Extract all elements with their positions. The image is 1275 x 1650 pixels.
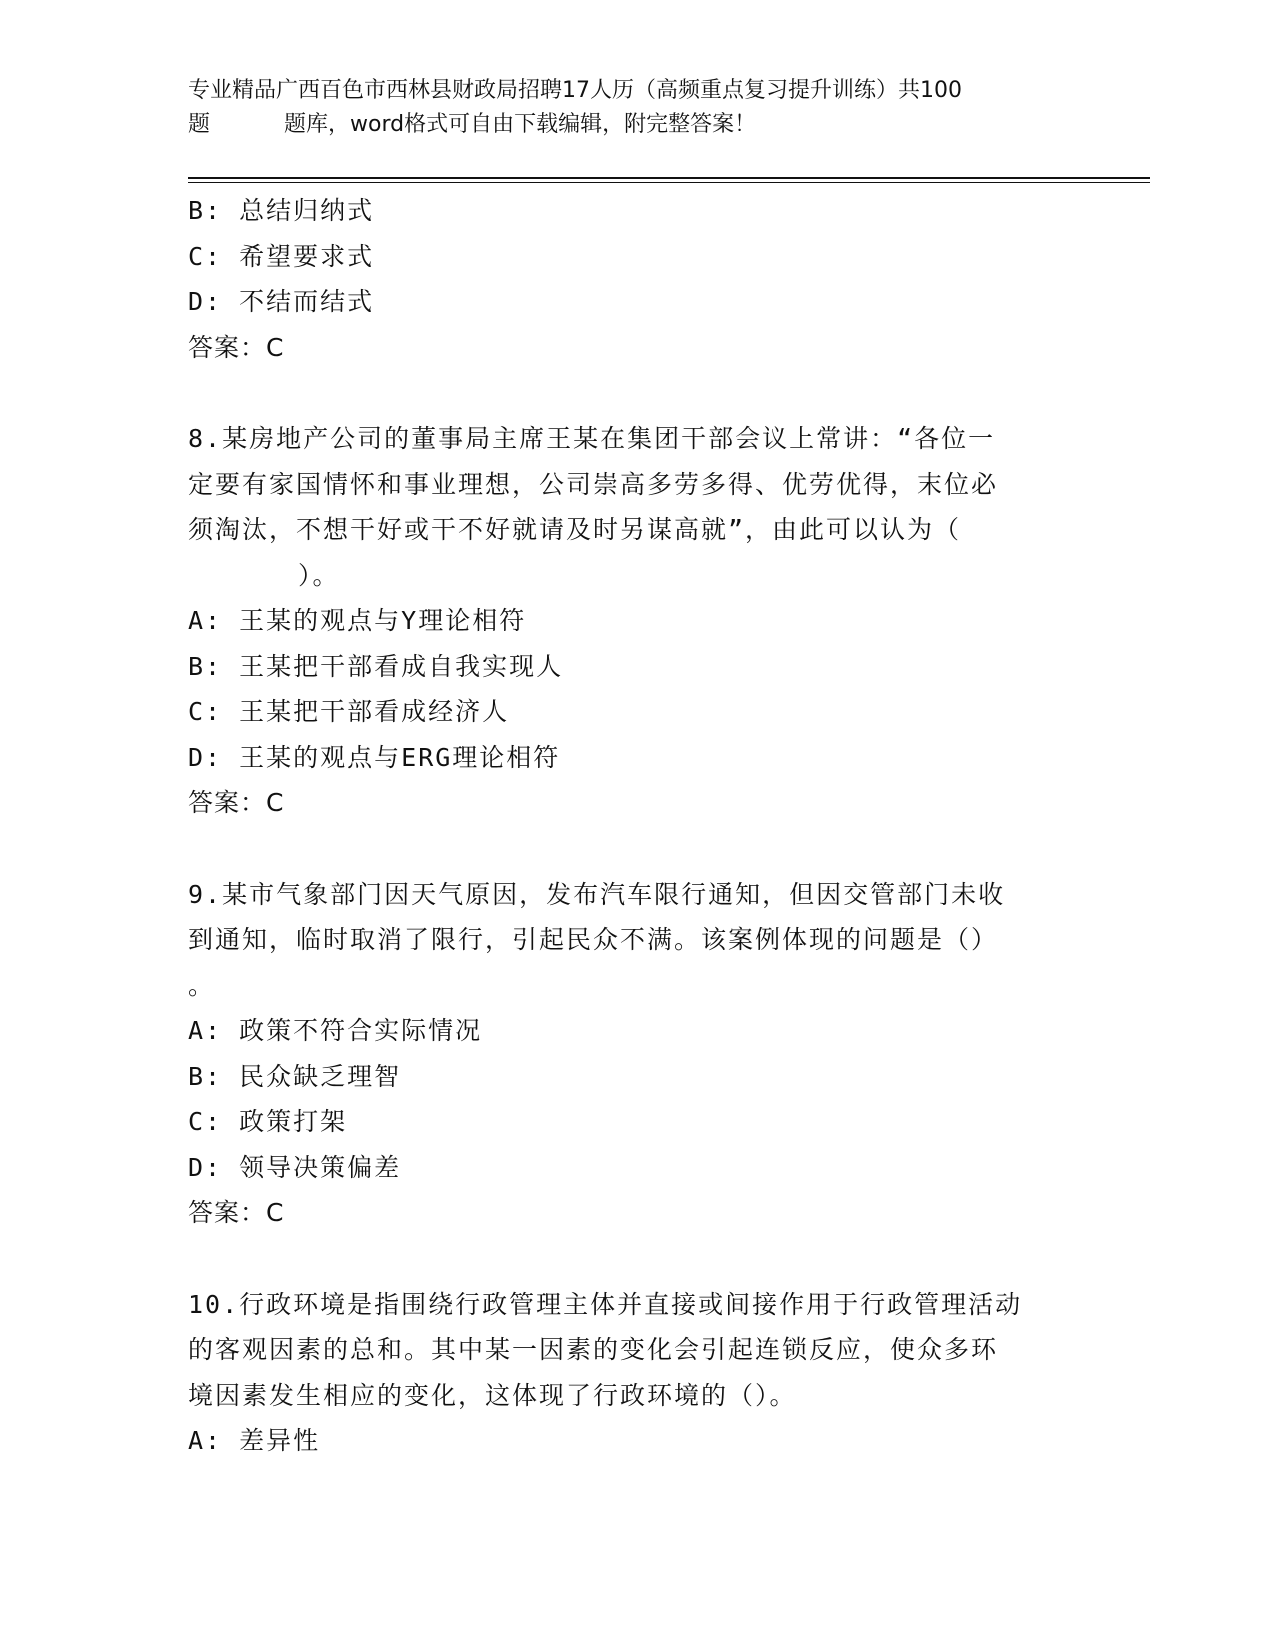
answer-line: 答案：C (188, 1198, 285, 1227)
option-c: C: 王某把干部看成经济人 (188, 697, 510, 726)
answer-line: 答案：C (188, 332, 285, 362)
question-block-9 (188, 872, 1088, 1236)
question-text-line: 10.行政环境是指围绕行政管理主体并直接或间接作用于行政管理活动 (188, 1289, 1023, 1319)
header-divider-thick (188, 177, 1150, 179)
question-text-line: 8.某房地产公司的董事局主席王某在集团干部会议上常讲：“各位一 (188, 424, 996, 453)
header-line-2-left: 题 (188, 112, 211, 137)
option-c: C: 希望要求式 (188, 241, 375, 271)
option-d: D: 不结而结式 (188, 287, 375, 316)
question-text-line: 9.某市气象部门因天气原因，发布汽车限行通知，但因交管部门未收 (188, 879, 1006, 909)
header-line-2-right: 题库，word格式可自由下载编辑，附完整答案！ (284, 112, 757, 137)
question-text-line: 到通知，临时取消了限行，引起民众不满。该案例体现的问题是（） (188, 925, 999, 954)
question-text-line: 定要有家国情怀和事业理想，公司崇高多劳多得、优劳优得，末位必 (188, 469, 999, 499)
block-spacer (188, 1236, 1088, 1282)
option-b: B: 民众缺乏理智 (188, 1061, 402, 1091)
block-spacer (188, 826, 1088, 872)
block-spacer (188, 370, 1088, 416)
option-d: D: 领导决策偏差 (188, 1152, 402, 1182)
question-block-10 (188, 1282, 1088, 1464)
page-header (188, 74, 1068, 142)
option-a: A: 王某的观点与Y理论相符 (188, 606, 527, 635)
option-a: A: 政策不符合实际情况 (188, 1016, 483, 1045)
question-text-line: 境因素发生相应的变化，这体现了行政环境的（）。 (188, 1380, 797, 1410)
option-a: A: 差异性 (188, 1426, 321, 1455)
option-b: B: 王某把干部看成自我实现人 (188, 651, 564, 681)
question-block-8 (188, 416, 1088, 826)
question-text-line: 。 (188, 970, 216, 1000)
question-block-7 (188, 188, 1088, 370)
question-text-line: ）。 (298, 560, 340, 590)
header-divider-thin (188, 182, 1150, 183)
question-text-line: 的客观因素的总和。其中某一因素的变化会引起连锁反应，使众多环 (188, 1335, 999, 1364)
question-content (188, 188, 1088, 1464)
option-d: D: 王某的观点与ERG理论相符 (188, 742, 561, 772)
header-line-1: 专业精品广西百色市西林县财政局招聘17人历（高频重点复习提升训练）共100 (188, 78, 962, 103)
answer-line: 答案：C (188, 788, 285, 817)
question-text-line: 须淘汰，不想干好或干不好就请及时另谋高就”，由此可以认为（ (188, 515, 962, 544)
option-b: B: 总结归纳式 (188, 196, 375, 225)
header-line-2 (188, 108, 1068, 142)
option-c: C: 政策打架 (188, 1107, 348, 1136)
